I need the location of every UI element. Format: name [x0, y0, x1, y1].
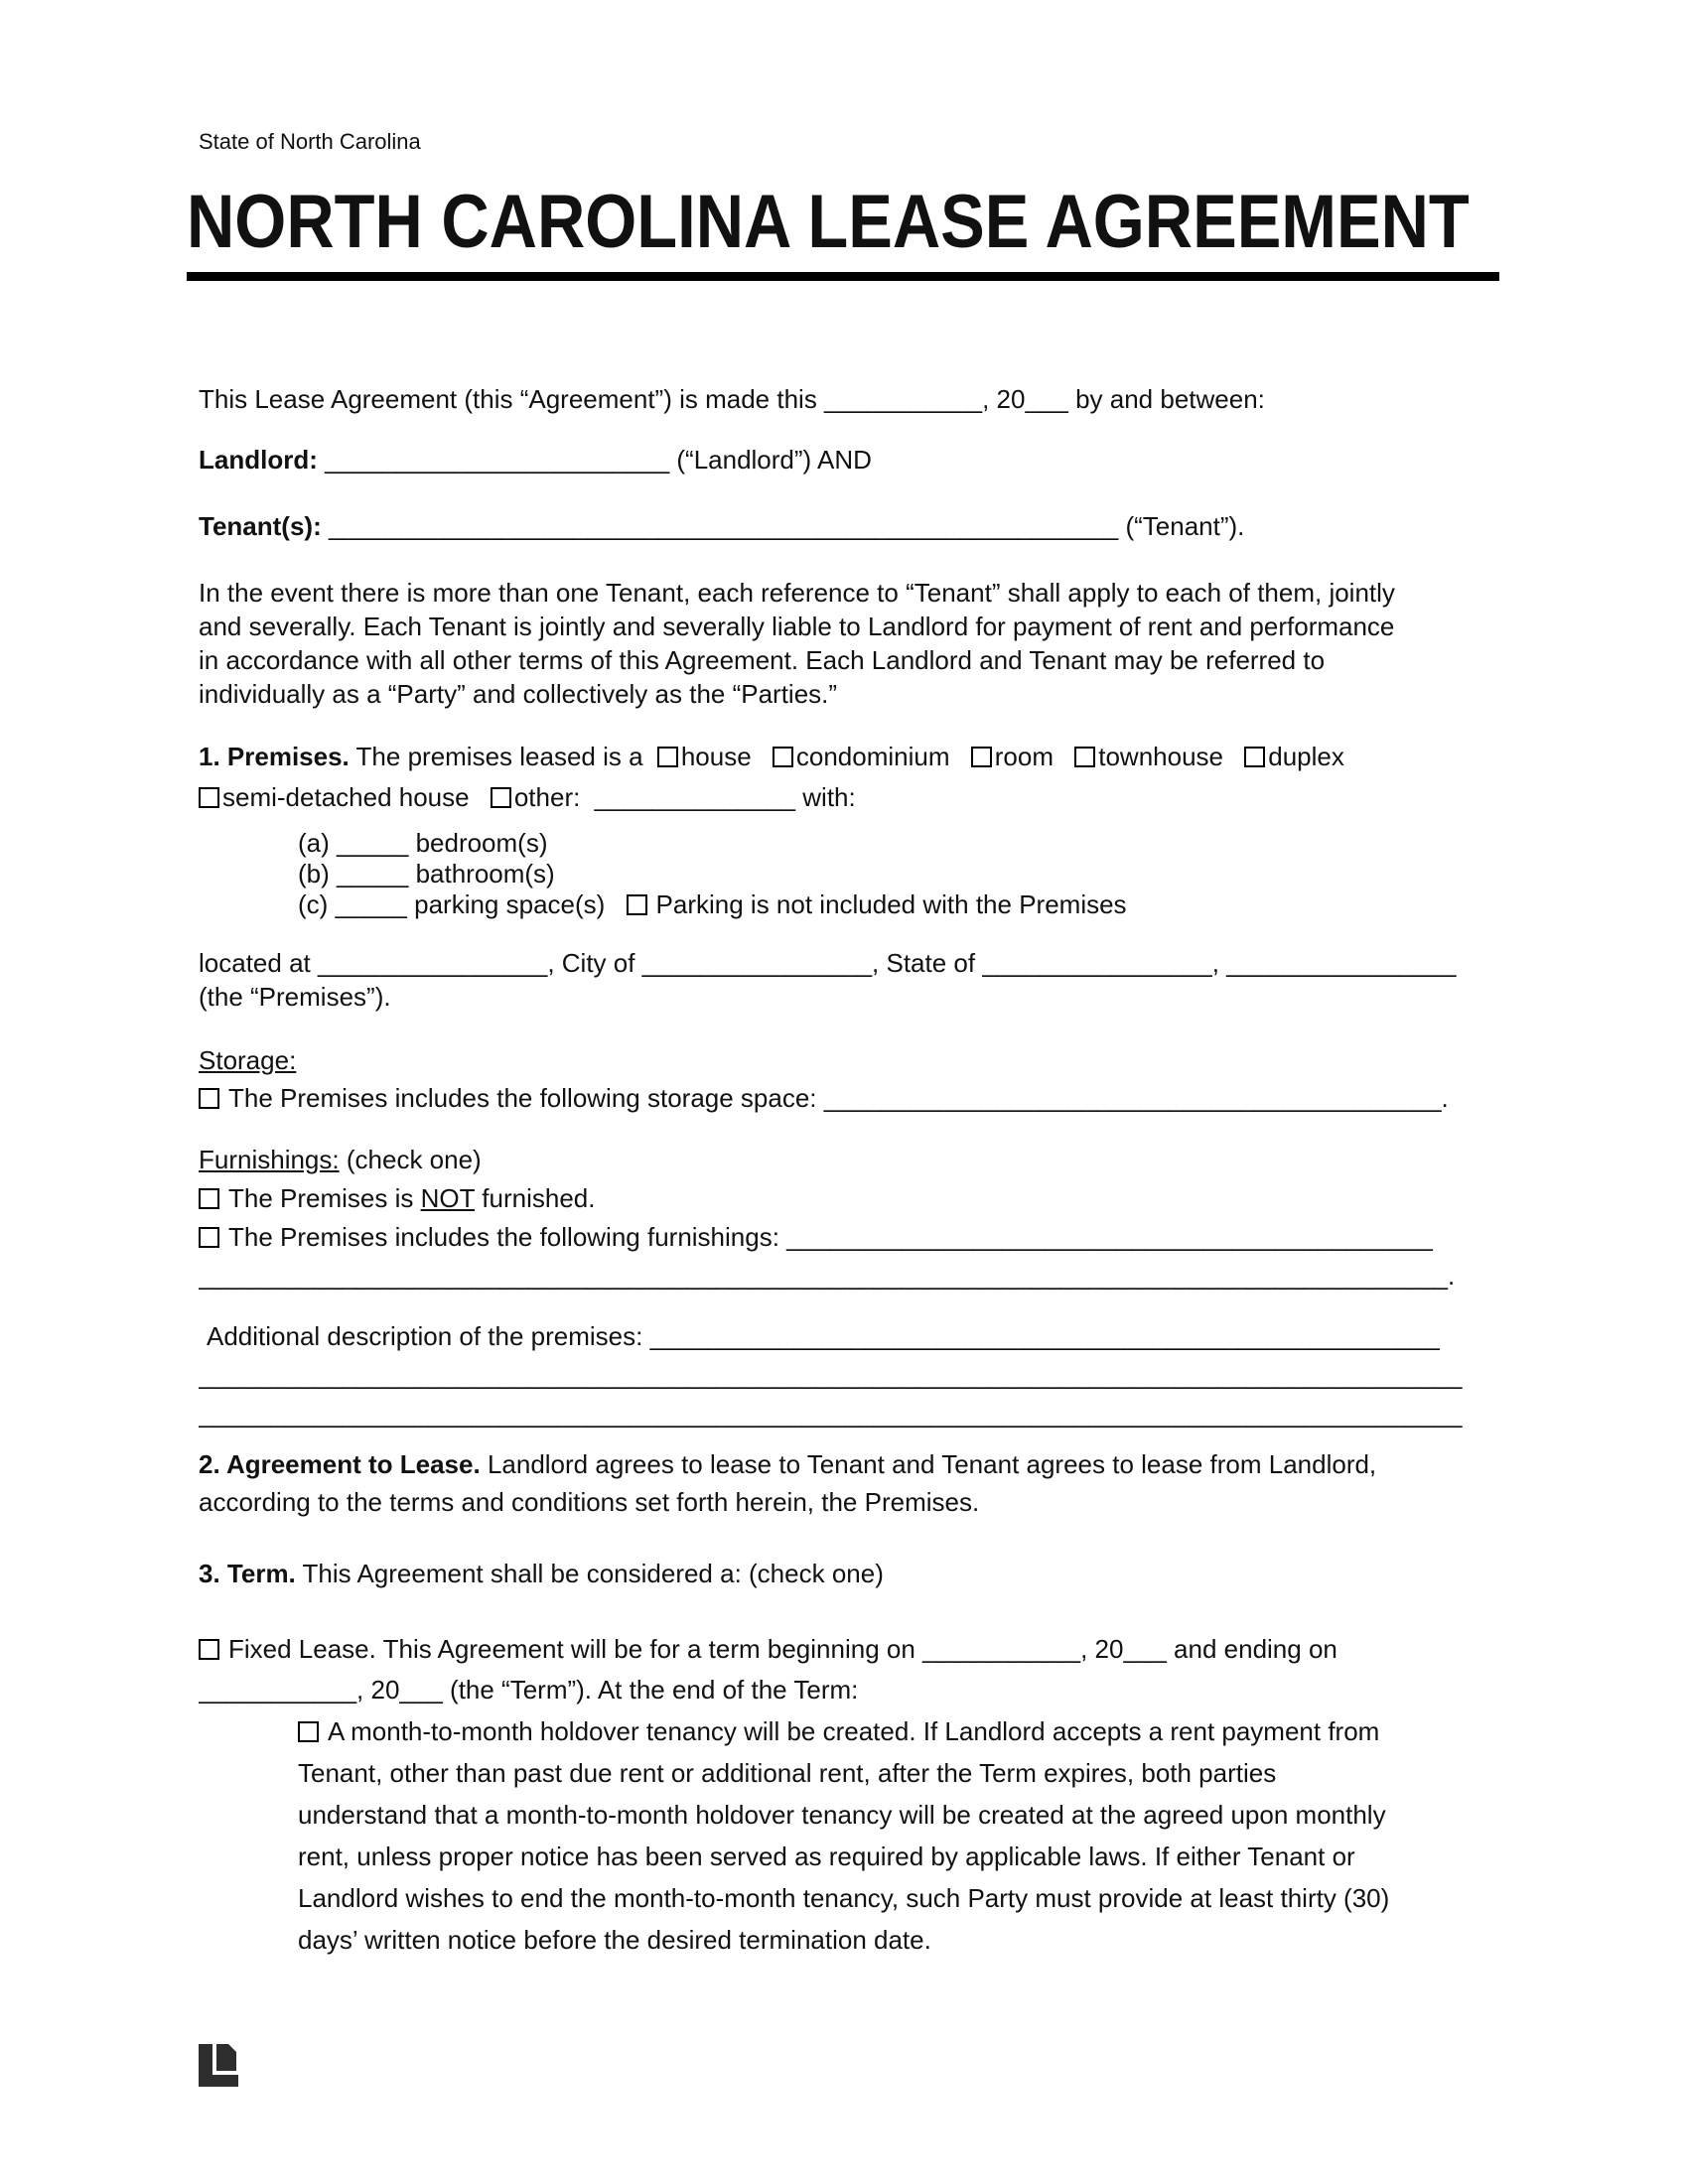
option-townhouse: [1074, 737, 1223, 777]
joint-line-1: In the event there is more than one Tenant, each reference to “Tenant” shall apply to each of them, jointly: [199, 577, 1395, 608]
parking-blank: _____: [335, 888, 407, 919]
premises-options-line-1: [199, 737, 1489, 777]
detail-parking: [298, 889, 1489, 920]
parking-label: parking space(s): [414, 888, 606, 919]
section-premises: [199, 737, 1489, 818]
state-label: State of North Carolina: [199, 129, 421, 154]
landlord-line: [199, 445, 1489, 476]
additional-description-label: Additional description of the premises:: [207, 1320, 643, 1351]
premises-detail-list: [298, 828, 1489, 920]
agreement-to-lease-line-2: according to the terms and conditions set forth herein, the Premises.: [199, 1486, 980, 1517]
option-room-label: room: [994, 741, 1055, 771]
bedrooms-label: bedroom(s): [415, 827, 548, 858]
agreement-to-lease-body-1: Landlord agrees to lease to Tenant and Tenant agrees to lease from Landlord,: [487, 1448, 1377, 1479]
checkbox-house-icon[interactable]: [657, 747, 678, 767]
storage-block: [199, 1041, 1489, 1117]
additional-description-blank: _______________________________________________________: [649, 1320, 1440, 1351]
term-heading-line: [199, 1555, 1489, 1593]
tenant-label: Tenant(s):: [199, 510, 322, 541]
legaltemplates-logo: [199, 2044, 238, 2087]
bathrooms-blank: _____: [337, 858, 409, 888]
storage-checkbox-line: [199, 1079, 1489, 1117]
option-condominium-label: condominium: [795, 741, 950, 771]
title-underline: [187, 180, 1499, 281]
option-other: [491, 777, 581, 818]
logo-bottom-bar: [199, 2075, 238, 2087]
checkbox-no-parking-icon[interactable]: [627, 894, 647, 915]
section-term: [199, 1555, 1489, 1593]
joint-liability-paragraph: [199, 576, 1489, 711]
furnishings-continuation-line: _______________________________________________________________________________________.: [199, 1260, 1456, 1291]
detail-bedrooms: [298, 828, 1489, 859]
option-townhouse-label: townhouse: [1098, 741, 1224, 771]
detail-a-prefix: (a): [298, 827, 330, 858]
term-body: This Agreement shall be considered a: (check one): [302, 1558, 884, 1588]
section-agreement-to-lease: [199, 1445, 1489, 1521]
additional-blank-line-2: ________________________________________________________________________________________: [199, 1398, 1463, 1429]
storage-line-text: The Premises includes the following storage space: ___________________________________________.: [228, 1082, 1449, 1113]
option-condominium: [773, 737, 950, 777]
joint-line-4: individually as a “Party” and collectively as the “Parties.”: [199, 678, 838, 709]
joint-line-2: and severally. Each Tenant is jointly and severally liable to Landlord for payment of rent and performance: [199, 611, 1395, 641]
furnishings-included-text: The Premises includes the following furnishings: _____________________________________________: [228, 1221, 1433, 1252]
not-furnished-post: furnished.: [482, 1182, 596, 1213]
option-duplex: [1244, 737, 1344, 777]
holdover-text-1: A month-to-month holdover tenancy will be created. If Landlord accepts a rent payment from: [328, 1715, 1380, 1746]
with-label: with:: [802, 781, 856, 812]
checkbox-townhouse-icon[interactable]: [1074, 747, 1095, 767]
located-at-line: located at ________________, City of ________________, State of ________________, ________________: [199, 947, 1457, 978]
premises-defined-line: (the “Premises”).: [199, 981, 391, 1012]
checkbox-duplex-icon[interactable]: [1244, 747, 1265, 767]
holdover-tenancy-paragraph: [298, 1710, 1489, 1961]
holdover-line-3: understand that a month-to-month holdover tenancy will be created at the agreed upon monthly: [298, 1799, 1386, 1830]
agreement-to-lease-line-1: [199, 1445, 1489, 1483]
premises-heading: 1. Premises.: [199, 741, 350, 771]
bathrooms-label: bathroom(s): [415, 858, 555, 888]
furnishings-heading-label: Furnishings:: [199, 1144, 340, 1174]
fixed-lease-text-1: Fixed Lease. This Agreement will be for a term beginning on ___________, 20___ and ending on: [228, 1633, 1337, 1664]
page-title-heading: [187, 180, 1499, 264]
holdover-line-2: Tenant, other than past due rent or additional rent, after the Term expires, both parties: [298, 1757, 1277, 1788]
logo-folded-page: [216, 2044, 236, 2071]
furnishings-heading: [199, 1141, 1489, 1179]
landlord-blank: ________________________ (“Landlord”) AND: [325, 444, 872, 475]
checkbox-room-icon[interactable]: [971, 747, 992, 767]
page-title: NORTH CAROLINA LEASE AGREEMENT: [187, 180, 1470, 264]
checkbox-semi-detached-house-icon[interactable]: [199, 787, 219, 808]
premises-options-line-2: [199, 777, 1489, 818]
checkbox-storage-space-icon[interactable]: [199, 1088, 219, 1109]
detail-b-prefix: (b): [298, 858, 330, 888]
intro-made-line: This Lease Agreement (this “Agreement”) is made this ___________, 20___ by and between:: [199, 383, 1265, 414]
checkbox-not-furnished-icon[interactable]: [199, 1188, 219, 1209]
furnishings-block: [199, 1141, 1489, 1296]
no-parking-label: Parking is not included with the Premises: [655, 888, 1127, 919]
holdover-line-4: rent, unless proper notice has been served as required by applicable laws. If either Tenant or: [298, 1841, 1355, 1871]
premises-lead-text: The premises leased is a: [355, 741, 643, 771]
additional-description-block: [199, 1317, 1489, 1433]
joint-line-3: in accordance with all other terms of this Agreement. Each Landlord and Tenant may be referred to: [199, 644, 1326, 675]
furnishings-included-line: [199, 1218, 1489, 1257]
detail-bathrooms: [298, 859, 1489, 889]
option-room: [971, 737, 1054, 777]
option-house: [657, 737, 752, 777]
agreement-to-lease-heading: 2. Agreement to Lease.: [199, 1448, 481, 1479]
landlord-label: Landlord:: [199, 444, 318, 475]
additional-blank-line-1: ________________________________________________________________________________________: [199, 1359, 1463, 1390]
storage-heading: [199, 1041, 1489, 1079]
fixed-lease-line-1: [199, 1629, 1489, 1670]
checkbox-other-icon[interactable]: [491, 787, 511, 808]
tenant-line: [199, 511, 1489, 542]
option-house-label: house: [680, 741, 752, 771]
option-semi-detached-house: [199, 777, 470, 818]
storage-heading-label: Storage:: [199, 1044, 297, 1075]
option-duplex-label: duplex: [1268, 741, 1344, 771]
located-at-paragraph: [199, 946, 1489, 1014]
holdover-line-1: [298, 1710, 1489, 1752]
furnishings-check-one-label: (check one): [346, 1144, 482, 1174]
option-semi-detached-house-label: semi-detached house: [222, 781, 470, 812]
not-furnished-word: NOT: [420, 1182, 476, 1213]
checkbox-holdover-tenancy-icon[interactable]: [298, 1721, 319, 1742]
other-blank: ______________: [594, 781, 796, 812]
term-heading: 3. Term.: [199, 1558, 296, 1588]
not-furnished-line: [199, 1179, 1489, 1218]
option-other-label: other:: [513, 781, 581, 812]
detail-c-prefix: (c): [298, 888, 329, 919]
additional-description-line: [199, 1317, 1489, 1356]
checkbox-furnishings-included-icon[interactable]: [199, 1227, 219, 1248]
checkbox-fixed-lease-icon[interactable]: [199, 1639, 219, 1660]
holdover-line-5: Landlord wishes to end the month-to-month tenancy, such Party must provide at least thirty (30): [298, 1882, 1390, 1913]
not-furnished-pre: The Premises is: [228, 1182, 414, 1213]
fixed-lease-paragraph: [199, 1629, 1489, 1710]
checkbox-condominium-icon[interactable]: [773, 747, 793, 767]
fixed-lease-line-2: ___________, 20___ (the “Term”). At the end of the Term:: [199, 1674, 859, 1705]
holdover-line-6: days’ written notice before the desired termination date.: [298, 1924, 931, 1955]
tenant-blank: _______________________________________________________ (“Tenant”).: [328, 510, 1245, 541]
bedrooms-blank: _____: [337, 827, 409, 858]
